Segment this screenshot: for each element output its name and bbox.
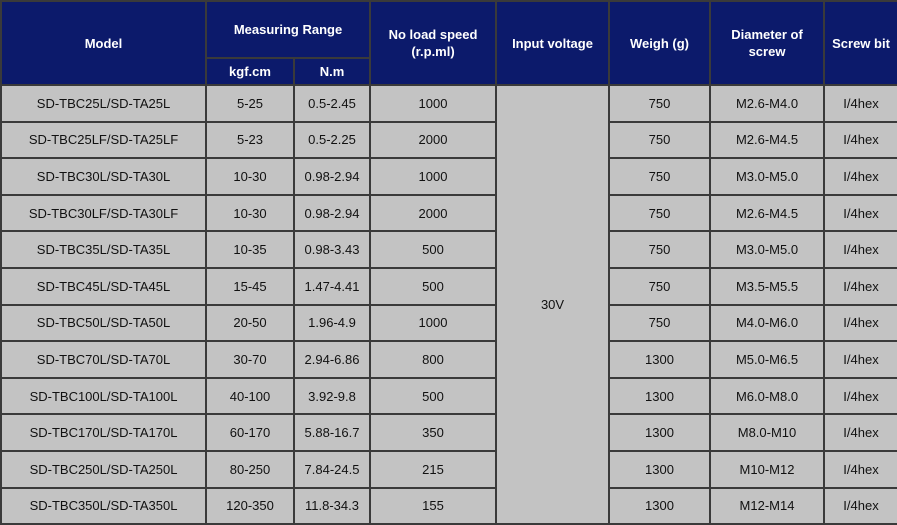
diameter-cell: M2.6-M4.5 (710, 122, 824, 159)
screw-bit-cell: I/4hex (824, 414, 897, 451)
speed-cell: 215 (370, 451, 496, 488)
header-speed-line1: No load speed (388, 27, 478, 42)
weight-cell: 1300 (609, 378, 710, 415)
model-cell: SD-TBC50L/SD-TA50L (1, 305, 206, 342)
table-row (1, 488, 897, 525)
speed-cell: 1000 (370, 158, 496, 195)
screw-bit-cell: I/4hex (824, 158, 897, 195)
speed-cell: 2000 (370, 195, 496, 232)
nm-cell: 0.98-2.94 (294, 158, 370, 195)
table-body (1, 85, 897, 524)
nm-cell: 1.96-4.9 (294, 305, 370, 342)
speed-cell: 500 (370, 378, 496, 415)
header-measuring-range: Measuring Range (206, 1, 370, 58)
screw-bit-cell: I/4hex (824, 451, 897, 488)
model-cell: SD-TBC250L/SD-TA250L (1, 451, 206, 488)
speed-cell: 800 (370, 341, 496, 378)
nm-cell: 7.84-24.5 (294, 451, 370, 488)
table-row (1, 414, 897, 451)
header-input-voltage: Input voltage (496, 1, 609, 85)
weight-cell: 1300 (609, 451, 710, 488)
screw-bit-cell: I/4hex (824, 122, 897, 159)
diameter-cell: M5.0-M6.5 (710, 341, 824, 378)
kgfcm-cell: 5-23 (206, 122, 294, 159)
screw-bit-cell: I/4hex (824, 268, 897, 305)
kgfcm-cell: 20-50 (206, 305, 294, 342)
kgfcm-cell: 120-350 (206, 488, 294, 525)
kgfcm-cell: 30-70 (206, 341, 294, 378)
diameter-cell: M4.0-M6.0 (710, 305, 824, 342)
weight-cell: 750 (609, 231, 710, 268)
table-row (1, 341, 897, 378)
screw-bit-cell: I/4hex (824, 195, 897, 232)
speed-cell: 1000 (370, 85, 496, 122)
speed-cell: 350 (370, 414, 496, 451)
header-nm: N.m (294, 58, 370, 85)
weight-cell: 1300 (609, 414, 710, 451)
screw-bit-cell: I/4hex (824, 488, 897, 525)
screw-bit-cell: I/4hex (824, 341, 897, 378)
weight-cell: 750 (609, 122, 710, 159)
kgfcm-cell: 60-170 (206, 414, 294, 451)
header-model: Model (1, 1, 206, 85)
weight-cell: 750 (609, 158, 710, 195)
weight-cell: 750 (609, 195, 710, 232)
model-cell: SD-TBC45L/SD-TA45L (1, 268, 206, 305)
diameter-cell: M3.0-M5.0 (710, 231, 824, 268)
nm-cell: 1.47-4.41 (294, 268, 370, 305)
nm-cell: 0.5-2.25 (294, 122, 370, 159)
table-row (1, 305, 897, 342)
model-cell: SD-TBC25LF/SD-TA25LF (1, 122, 206, 159)
table-row (1, 158, 897, 195)
kgfcm-cell: 10-30 (206, 158, 294, 195)
speed-cell: 1000 (370, 305, 496, 342)
model-cell: SD-TBC25L/SD-TA25L (1, 85, 206, 122)
table-row (1, 195, 897, 232)
model-cell: SD-TBC350L/SD-TA350L (1, 488, 206, 525)
header-speed-line2: (r.p.ml) (411, 44, 455, 59)
weight-cell: 1300 (609, 341, 710, 378)
input-voltage-cell: 30V (496, 85, 609, 524)
screw-bit-cell: I/4hex (824, 231, 897, 268)
model-cell: SD-TBC30LF/SD-TA30LF (1, 195, 206, 232)
header-diameter-line2: screw (748, 44, 786, 59)
nm-cell: 0.98-2.94 (294, 195, 370, 232)
kgfcm-cell: 10-35 (206, 231, 294, 268)
header-weight: Weigh (g) (609, 1, 710, 85)
speed-cell: 155 (370, 488, 496, 525)
diameter-cell: M10-M12 (710, 451, 824, 488)
nm-cell: 11.8-34.3 (294, 488, 370, 525)
nm-cell: 0.5-2.45 (294, 85, 370, 122)
screw-bit-cell: I/4hex (824, 378, 897, 415)
diameter-cell: M2.6-M4.5 (710, 195, 824, 232)
header-screw-bit: Screw bit (824, 1, 897, 85)
header-kgfcm: kgf.cm (206, 58, 294, 85)
table-row (1, 231, 897, 268)
table-header (1, 1, 897, 85)
diameter-cell: M3.5-M5.5 (710, 268, 824, 305)
header-diameter (710, 1, 824, 85)
diameter-cell: M3.0-M5.0 (710, 158, 824, 195)
diameter-cell: M12-M14 (710, 488, 824, 525)
speed-cell: 500 (370, 231, 496, 268)
weight-cell: 1300 (609, 488, 710, 525)
nm-cell: 2.94-6.86 (294, 341, 370, 378)
table-row (1, 122, 897, 159)
table-row (1, 451, 897, 488)
kgfcm-cell: 5-25 (206, 85, 294, 122)
screw-bit-cell: I/4hex (824, 305, 897, 342)
table-row (1, 378, 897, 415)
nm-cell: 3.92-9.8 (294, 378, 370, 415)
diameter-cell: M2.6-M4.0 (710, 85, 824, 122)
model-cell: SD-TBC35L/SD-TA35L (1, 231, 206, 268)
diameter-cell: M6.0-M8.0 (710, 378, 824, 415)
table-row (1, 268, 897, 305)
speed-cell: 500 (370, 268, 496, 305)
kgfcm-cell: 10-30 (206, 195, 294, 232)
speed-cell: 2000 (370, 122, 496, 159)
diameter-cell: M8.0-M10 (710, 414, 824, 451)
screw-bit-cell: I/4hex (824, 85, 897, 122)
model-cell: SD-TBC100L/SD-TA100L (1, 378, 206, 415)
header-no-load-speed (370, 1, 496, 85)
nm-cell: 0.98-3.43 (294, 231, 370, 268)
model-cell: SD-TBC30L/SD-TA30L (1, 158, 206, 195)
table-row (1, 85, 897, 122)
header-diameter-line1: Diameter of (731, 27, 803, 42)
kgfcm-cell: 15-45 (206, 268, 294, 305)
model-cell: SD-TBC170L/SD-TA170L (1, 414, 206, 451)
weight-cell: 750 (609, 268, 710, 305)
kgfcm-cell: 40-100 (206, 378, 294, 415)
model-cell: SD-TBC70L/SD-TA70L (1, 341, 206, 378)
kgfcm-cell: 80-250 (206, 451, 294, 488)
weight-cell: 750 (609, 85, 710, 122)
weight-cell: 750 (609, 305, 710, 342)
nm-cell: 5.88-16.7 (294, 414, 370, 451)
